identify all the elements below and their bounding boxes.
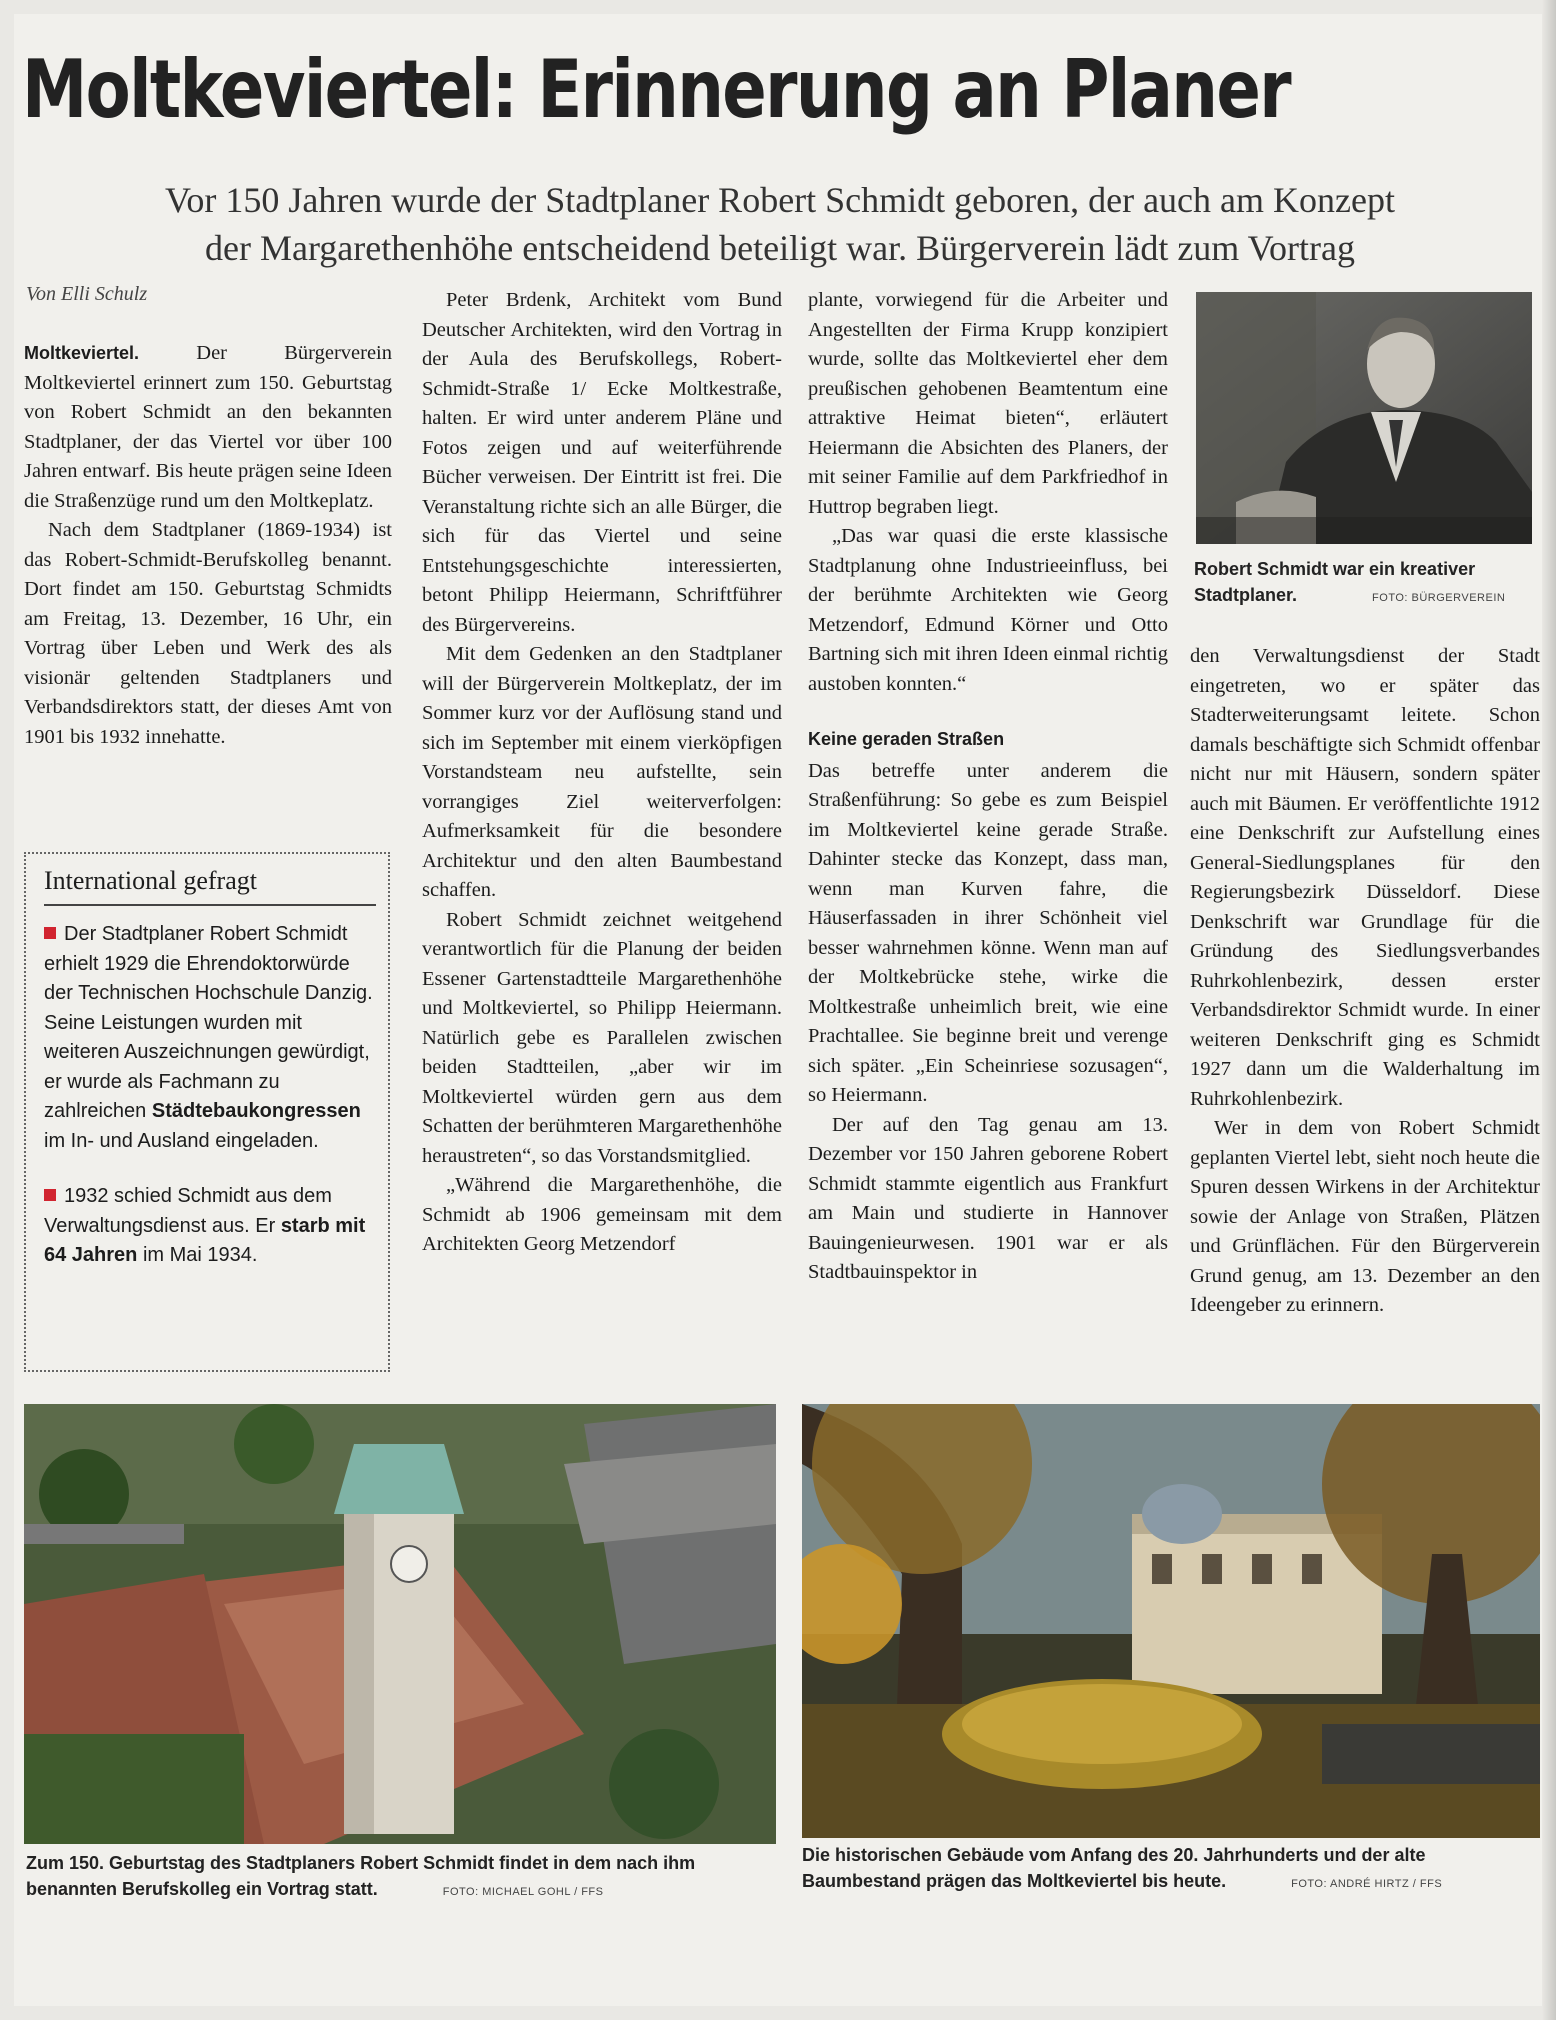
info-box-title: International gefragt: [44, 864, 376, 906]
info-text: im Mai 1934.: [142, 1244, 258, 1266]
page-edge-shadow: [1542, 0, 1556, 2020]
article-column-4: [1190, 642, 1540, 1321]
dateline: Moltkeviertel.: [24, 343, 140, 363]
portrait-photo: [1196, 292, 1532, 544]
paragraph: plante, vorwiegend für die Arbeiter und Angestellten der Firma Krupp konzipiert wurde, sollte das Moltkeviertel eher dem preußischen gehobenen Beamtentum eine attraktive Heimat bieten“, erläutert Heiermann die Absichten des Planers, der mit seiner Familie auf dem Parkfriedhof in Huttrop begraben liegt.: [808, 289, 1168, 518]
info-text: Der Stadtplaner Robert Schmidt erhielt 1929 die Ehrendoktorwürde der Technischen Hochschule Danzig. Seine Leistungen wurden mit weiteren Auszeichnungen gewürdigt, er wurde als Fachmann zu zahlreichen: [44, 923, 373, 1122]
street-photo-caption: [802, 1842, 1540, 1897]
photo-credit: FOTO: BÜRGERVEREIN: [1372, 592, 1506, 604]
byline: Von Elli Schulz: [26, 283, 148, 305]
article-column-2: [422, 286, 782, 1260]
info-box-item: [44, 920, 376, 1156]
paragraph: „Während die Margarethenhöhe, die Schmidt ab 1906 gemeinsam mit dem Architekten Georg Metzendorf: [422, 1174, 782, 1255]
caption-text: Die historischen Gebäude vom Anfang des 20. Jahrhunderts und der alte Baumbestand prägen das Moltkeviertel bis heute.: [802, 1845, 1426, 1891]
paragraph: „Das war quasi die erste klassische Stadtplanung ohne Industrieeinfluss, bei der berühmte Architekten wie Georg Metzendorf, Edmund Körner und Otto Bartning sich mit ihren Ideen einmal richtig austoben konnten.“: [808, 525, 1168, 695]
bullet-square-icon: [44, 927, 56, 939]
photo-credit: FOTO: MICHAEL GOHL / FFS: [442, 1886, 604, 1898]
paragraph-text: Der Bürgerverein Moltkeviertel erinnert zum 150. Geburtstag von Robert Schmidt an den bekannten Stadtplaner, der das Viertel vor über 100 Jahren entwarf. Bis heute prägen seine Ideen die Straßenzüge rund um den Moltkeplatz.: [24, 342, 392, 512]
street-photo: [802, 1404, 1540, 1838]
section-subtitle: Keine geraden Straßen: [808, 729, 1005, 749]
info-text: im In- und Ausland eingeladen.: [44, 1129, 319, 1152]
article-column-3: [808, 286, 1168, 1288]
info-text-bold: Städtebaukongressen: [151, 1100, 361, 1122]
paragraph: Robert Schmidt zeichnet weitgehend verantwortlich für die Planung der beiden Essener Gartenstadtteile Margarethenhöhe und Moltkeviertel, so Philipp Heiermann. Natürlich gebe es Parallelen zwischen beiden Stadtteilen, „aber wir im Moltkeviertel würden gern aus dem Schatten der berühmteren Margarethenhöhe heraustreten“, so das Vorstandsmitglied.: [422, 908, 782, 1167]
street-image: [802, 1404, 1540, 1838]
paragraph: Mit dem Gedenken an den Stadtplaner will der Bürgerverein Moltkeplatz, der im Sommer kurz vor der Auflösung stand und sich im September mit einem vierköpfigen Vorstandsteam neu aufstellte, sein vorrangiges Ziel weiterverfolgen: Aufmerksamkeit für die besondere Architektur und den alten Baumbestand schaffen.: [422, 643, 782, 901]
paragraph: den Verwaltungsdienst der Stadt eingetreten, wo er später das Stadterweiterungsamt leitete. Schon damals beschäftigte sich Schmidt offenbar nicht nur mit Häusern, sondern später auch mit Bäumen. Er veröffentlichte 1912 eine Denkschrift zur Aufstellung eines General-Siedlungsplanes für den Regierungsbezirk Düsseldorf. Diese Denkschrift war Grundlage für die Gründung des Siedlungsverbandes Ruhrkohlenbezirk, dessen erster Verbandsdirektor Schmidt wurde. In einer weiteren Denkschrift ging es Schmidt 1927 dann um die Walderhaltung im Ruhrkohlenbezirk.: [1190, 645, 1540, 1110]
paragraph: [24, 339, 392, 516]
caption-text: Robert Schmidt war ein kreativer Stadtplaner.: [1194, 559, 1476, 605]
info-box-item: [44, 1182, 376, 1271]
info-box: [24, 852, 390, 1372]
paragraph: Nach dem Stadtplaner (1869-1934) ist das Robert-Schmidt-Berufskolleg benannt. Dort findet am 150. Geburtstag Schmidts am Freitag, 13. Dezember, 16 Uhr, ein Vortrag über Leben und Werk des als visionär geltenden Stadtplaners und Verbandsdirektors statt, der dieses Amt von 1901 bis 1932 innehatte.: [24, 519, 392, 748]
paragraph: Wer in dem von Robert Schmidt geplanten Viertel lebt, sieht noch heute die Spuren dessen Wirkens in der Architektur sowie der Anlage von Straßen, Plätzen und Grünflächen. Für den Bürgerverein Grund genug, am 13. Dezember an den Ideengeber zu erinnern.: [1190, 1117, 1540, 1316]
aerial-photo: [24, 1404, 776, 1844]
info-text-bold: starb mit 64 Jahren: [44, 1214, 366, 1266]
subheadline-line-2: der Margarethenhöhe entscheidend beteiligt war. Bürgerverein lädt zum Vortrag: [205, 228, 1355, 268]
aerial-image: [24, 1404, 776, 1844]
portrait-caption: [1194, 556, 1548, 611]
headline: Moltkeviertel: Erinnerung an Planer: [22, 43, 1290, 136]
bullet-square-icon: [44, 1189, 56, 1201]
photo-credit: FOTO: ANDRÉ HIRTZ / FFS: [1291, 1878, 1443, 1890]
info-text: 1932 schied Schmidt aus dem Verwaltungsdienst aus. Er: [44, 1185, 332, 1237]
article-column-1: [24, 339, 392, 752]
subheadline-line-1: Vor 150 Jahren wurde der Stadtplaner Robert Schmidt geboren, der auch am Konzept: [165, 180, 1395, 220]
portrait-image: [1196, 292, 1532, 544]
paragraph: Der auf den Tag genau am 13. Dezember vor 150 Jahren geborene Robert Schmidt stammte eigentlich aus Frankfurt am Main und studierte in Hannover Bauingenieurwesen. 1901 war er als Stadtbauinspektor in: [808, 1113, 1168, 1283]
paragraph: Peter Brdenk, Architekt vom Bund Deutscher Architekten, wird den Vortrag in der Aula des Berufskollegs, Robert-Schmidt-Straße 1/ Ecke Moltkestraße, halten. Er wird unter anderem Pläne und Fotos zeigen und auf weiterführende Bücher verweisen. Der Eintritt ist frei. Die Veranstaltung richte sich an alle Bürger, die sich für das Viertel und seine Entstehungsgeschichte interessierten, betont Philipp Heiermann, Schriftführer des Bürgervereins.: [422, 289, 782, 636]
subheadline: [20, 176, 1540, 272]
caption-text: Zum 150. Geburtstag des Stadtplaners Robert Schmidt findet in dem nach ihm benannten Berufskolleg ein Vortrag statt.: [26, 1853, 696, 1899]
paragraph: Das betreffe unter anderem die Straßenführung: So gebe es zum Beispiel im Moltkeviertel keine gerade Straße. Dahinter stecke das Konzept, dass man, wenn man Kurven fahre, die Häuserfassaden in ihrer Schönheit viel besser wahrnehmen könne. Wenn man auf der Moltkebrücke stehe, wirke die Moltkestraße unheimlich breit, wie eine Prachtallee. Sie beginne breit und verenge sich später. „Ein Scheinriese sozusagen“, so Heiermann.: [808, 759, 1168, 1106]
aerial-photo-caption: [26, 1850, 778, 1905]
